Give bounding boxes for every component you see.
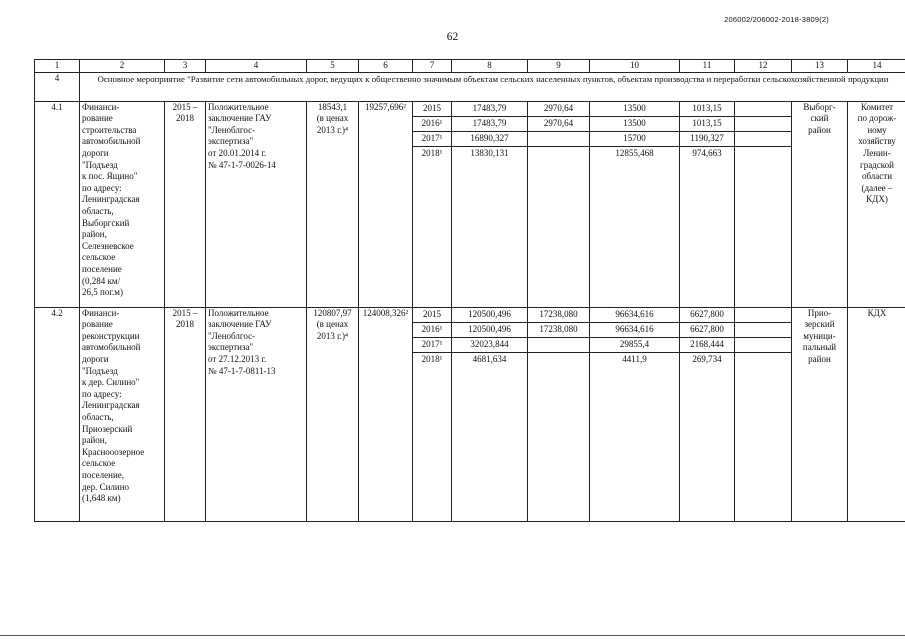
estimated-cost: 18543,1 (в ценах 2013 г.)⁴	[307, 101, 359, 307]
funding-local-value: 1013,15	[680, 117, 734, 132]
document-id: 206002/206002-2018-3809(2)	[724, 15, 829, 24]
column-number-1: 1	[35, 60, 80, 73]
column-number-4: 4	[206, 60, 307, 73]
estimated-cost: 120807,97 (в ценах 2013 г.)⁴	[307, 307, 359, 521]
year-value: 2016¹	[413, 117, 451, 132]
funding-regional-value: 13500	[590, 117, 679, 132]
period: 2015 – 2018	[165, 307, 206, 521]
funding-regional-value: 96634,616	[590, 323, 679, 338]
funding-regional	[590, 307, 680, 521]
funding-regional-value: 12855,468	[615, 147, 654, 158]
executor: Комитет по дорож- ному хозяйству Ленин- градской области (далее – КДХ)	[848, 101, 905, 307]
funding-federal	[528, 101, 590, 307]
design-document: Положительное заключение ГАУ "Леноблгос- экспертиза" от 27.12.2013 г. № 47-1-7-0811-13	[206, 307, 307, 521]
total-cost: 19257,696²	[359, 101, 413, 307]
year	[413, 101, 452, 307]
column-number-row	[35, 60, 905, 73]
page-bottom-rule	[0, 635, 905, 636]
funding-federal-value	[528, 338, 589, 353]
funding-local-value: 6627,800	[680, 323, 734, 338]
column-number-8: 8	[452, 60, 528, 73]
year	[413, 307, 452, 521]
year-value: 2017¹	[413, 338, 451, 353]
funding-local	[680, 307, 735, 521]
funding-local-value: 269,734	[692, 353, 722, 364]
funding-other-value	[735, 308, 791, 323]
funding-regional-value: 96634,616	[590, 308, 679, 323]
section-title: Основное мероприятие "Развитие сети автомобильных дорог, ведущих к общественно значимым объектам сельских населенных пунктов, объектам производства и переработки сельскохозяйственной продукции	[80, 72, 905, 101]
funding-total-value: 17483,79	[452, 102, 527, 117]
funding-local-value: 6627,800	[680, 308, 734, 323]
funding-regional	[590, 101, 680, 307]
funding-federal-value: 17238,080	[528, 308, 589, 323]
funding-total-value: 16890,327	[452, 132, 527, 147]
funding-federal-value	[528, 132, 589, 147]
column-number-12: 12	[735, 60, 792, 73]
column-number-10: 10	[590, 60, 680, 73]
funding-local-value: 2168,444	[680, 338, 734, 353]
location: Выборг- ский район	[792, 101, 848, 307]
column-number-9: 9	[528, 60, 590, 73]
row-number: 4.1	[35, 101, 80, 307]
funding-total-value: 13830,131	[470, 147, 509, 158]
year-value: 2018¹	[421, 353, 443, 364]
row-number: 4.2	[35, 307, 80, 521]
column-number-3: 3	[165, 60, 206, 73]
funding-other-value	[735, 147, 791, 162]
year-value: 2015	[413, 102, 451, 117]
column-number-6: 6	[359, 60, 413, 73]
funding-other-value	[735, 338, 791, 353]
funding-other-value	[735, 323, 791, 338]
funding-federal-value: 2970,64	[528, 102, 589, 117]
section-number: 4	[35, 72, 80, 101]
year-value: 2018¹	[421, 147, 443, 158]
funding-regional-value: 4411,9	[622, 353, 647, 364]
funding-total-value: 120500,496	[452, 308, 527, 323]
funding-other-value	[735, 102, 791, 117]
funding-federal	[528, 307, 590, 521]
funding-federal-value: 2970,64	[528, 117, 589, 132]
funding-local-value: 974,663	[692, 147, 722, 158]
column-number-7: 7	[413, 60, 452, 73]
object-name: Финанси- рование строительства автомобильной дороги "Подъезд к пос. Ящино" по адресу: Ленинградская область, Выборгский район, Селезневское сельское поселение (0,284 км/ 26,5 пог.м)	[80, 101, 165, 307]
funding-other-value	[735, 132, 791, 147]
funding-local	[680, 101, 735, 307]
funding-local-value: 1190,327	[680, 132, 734, 147]
column-number-11: 11	[680, 60, 735, 73]
funding-local-value: 1013,15	[680, 102, 734, 117]
design-document: Положительное заключение ГАУ "Леноблгос- экспертиза" от 20.01.2014 г. № 47-1-7-0026-14	[206, 101, 307, 307]
page-number: 62	[446, 31, 459, 43]
funding-total	[452, 307, 528, 521]
executor: КДХ	[848, 307, 905, 521]
total-cost: 124008,326²	[359, 307, 413, 521]
section-row	[35, 72, 905, 101]
column-number-2: 2	[80, 60, 165, 73]
year-value: 2016¹	[413, 323, 451, 338]
funding-regional-value: 13500	[590, 102, 679, 117]
year-value: 2017¹	[413, 132, 451, 147]
column-number-13: 13	[792, 60, 848, 73]
funding-total-value: 17483,79	[452, 117, 527, 132]
period: 2015 – 2018	[165, 101, 206, 307]
column-number-5: 5	[307, 60, 359, 73]
funding-regional-value: 15700	[590, 132, 679, 147]
table-row	[35, 307, 905, 521]
funding-regional-value: 29855,4	[590, 338, 679, 353]
funding-other-value	[735, 117, 791, 132]
funding-federal-value	[528, 353, 589, 368]
object-name: Финанси- рование реконструкции автомобильной дороги "Подъезд к дер. Силино" по адресу: Ленинградская область, Приозерский район, Краснооозерное сельское поселение, дер. Силино (1,648 км)	[80, 307, 165, 521]
program-table	[34, 59, 905, 522]
location: Прио- зерский муници- пальный район	[792, 307, 848, 521]
funding-federal-value	[528, 147, 589, 162]
year-value: 2015	[413, 308, 451, 323]
table-row	[35, 101, 905, 307]
funding-total-value: 32023,844	[452, 338, 527, 353]
funding-total-value: 4681,634	[472, 353, 507, 364]
funding-total	[452, 101, 528, 307]
funding-other	[735, 101, 792, 307]
funding-other-value	[735, 353, 791, 368]
funding-other	[735, 307, 792, 521]
funding-federal-value: 17238,080	[528, 323, 589, 338]
funding-total-value: 120500,496	[452, 323, 527, 338]
column-number-14: 14	[848, 60, 905, 73]
